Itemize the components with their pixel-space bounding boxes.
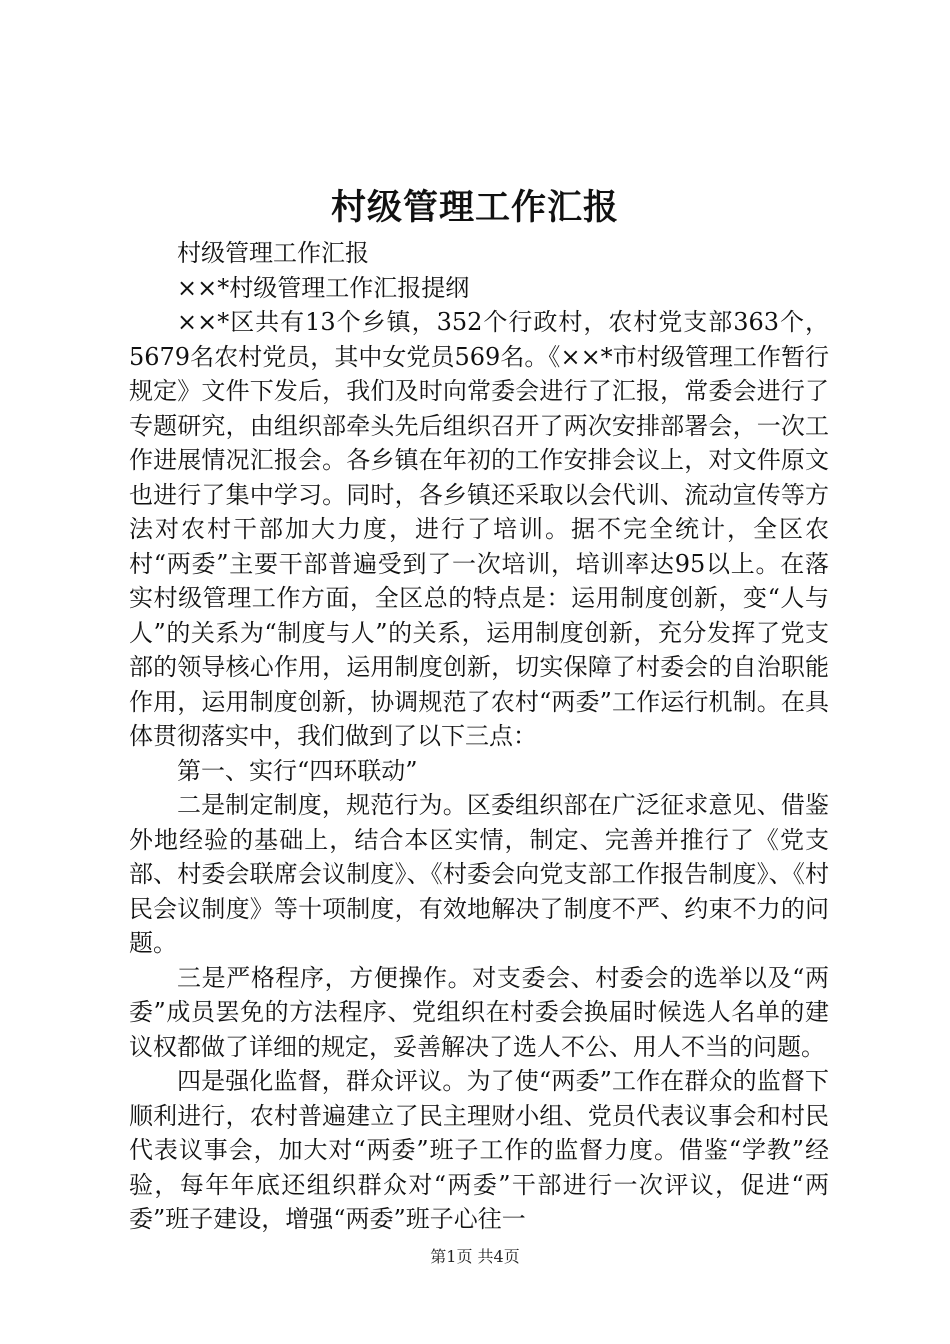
paragraph-subtitle: 村级管理工作汇报 xyxy=(177,239,369,267)
paragraph-outline-heading: ××*村级管理工作汇报提纲 xyxy=(177,273,470,302)
paragraph-overview: ××*区共有13个乡镇，352个行政村，农村党支部363个，5679名农村党员，其中女党员569名。《××*市村级管理工作暂行规定》文件下发后，我们及时向常委会进行了汇报，常委会进行了专题研究，由组织部牵头先后组织召开了两次安排部署会，一次工作进展情况汇报会。各乡镇在年初的工作安排会议上，对文件原文也进行了集中学习。同时，各乡镇还采取以会代训、流动宣传等方法对农村干部加大力度，进行了培训。据不完全统计，全区农村“两委”主要干部普遍受到了一次培训，培训率达95以上。在落实村级管理工作方面，全区总的特点是：运用制度创新，变“人与人”的关系为“制度与人”的关系，运用制度创新，充分发挥了党支部的领导核心作用，运用制度创新，切实保障了村委会的自治职能作用，运用制度创新，协调规范了农村“两委”工作运行机制。在具体贯彻落实中，我们做到了以下三点： xyxy=(129,308,829,750)
page-footer: 第1页 共4页 xyxy=(430,1247,520,1266)
paragraph-section-heading: 第一、实行“四环联动” xyxy=(177,756,418,785)
paragraph-point-four: 四是强化监督，群众评议。为了使“两委”工作在群众的监督下顺利进行，农村普遍建立了民主理财小组、党员代表议事会和村民代表议事会，加大对“两委”班子工作的监督力度。借鉴“学教”经验，每年年底还组织群众对“两委”干部进行一次评议，促进“两委”班子建设，增强“两委”班子心往一 xyxy=(129,1067,829,1233)
document-title: 村级管理工作汇报 xyxy=(330,187,619,228)
paragraph-point-three: 三是严格程序，方便操作。对支委会、村委会的选举以及“两委”成员罢免的方法程序、党组织在村委会换届时候选人名单的建议权都做了详细的规定，妥善解决了选人不公、用人不当的问题。 xyxy=(129,963,829,1061)
paragraph-point-two: 二是制定制度，规范行为。区委组织部在广泛征求意见、借鉴外地经验的基础上，结合本区实情，制定、完善并推行了《党支部、村委会联席会议制度》、《村委会向党支部工作报告制度》、《村民会议制度》等十项制度，有效地解决了制度不严、约束不力的问题。 xyxy=(129,791,829,957)
document-body xyxy=(129,236,829,1237)
